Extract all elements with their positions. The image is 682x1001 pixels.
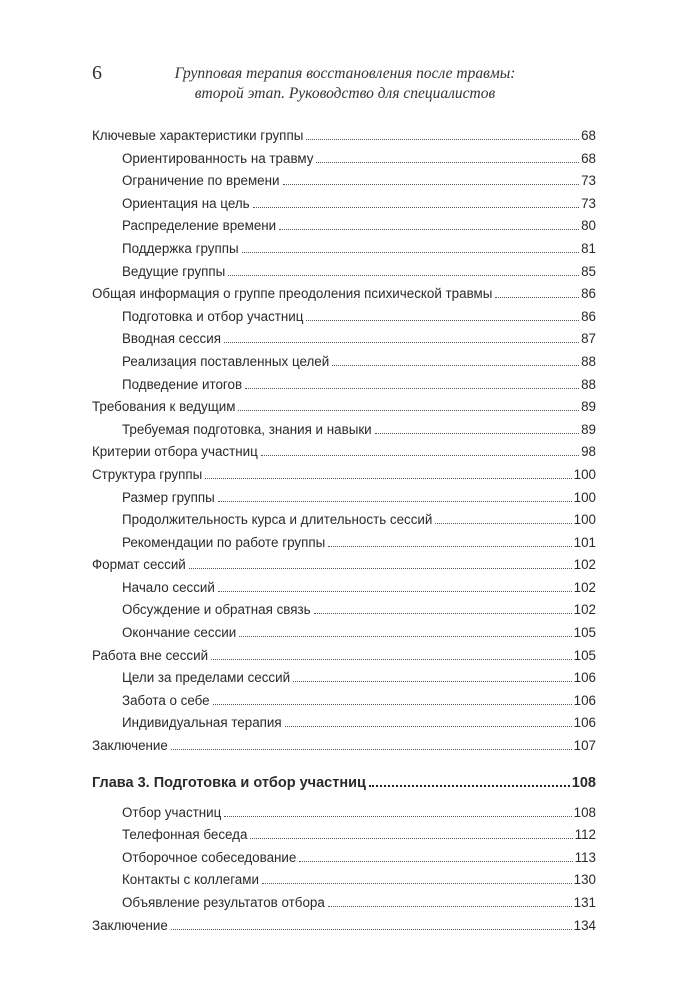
toc-entry-title: Обсуждение и обратная связь [122,602,311,618]
dot-leader [239,636,571,637]
toc-entry-title: Цели за пределами сессий [122,670,291,686]
toc-entry-title: Ключевые характеристики группы [92,128,304,143]
toc-entry-title: Заключение [92,917,168,933]
toc-entry-page: 89 [581,421,596,437]
dot-leader [306,320,579,321]
dot-leader [299,861,572,862]
toc-entry-title: Забота о себе [122,692,210,708]
toc-entry-page: 106 [573,670,596,686]
dot-leader [279,229,579,230]
toc-entry-title: Размер группы [122,489,215,505]
toc-entry-title: Телефонная беседа [122,827,248,843]
dot-leader [205,478,571,479]
toc-entry[interactable] [92,148,596,171]
dot-leader [250,838,572,839]
toc-entry-page: 86 [581,286,596,302]
dot-leader [228,275,579,276]
toc-entry[interactable] [92,419,596,442]
toc-entry-page: 102 [573,579,596,595]
toc-entry[interactable] [92,464,596,487]
dot-leader [285,726,572,727]
toc-entry-page: 105 [573,647,596,663]
dot-leader [171,749,572,750]
toc-entry-page: 98 [581,444,596,460]
toc-entry-page: 81 [581,240,596,256]
toc-entry-title: Распределение времени [122,218,277,234]
toc-entry[interactable] [92,261,596,284]
dot-leader [375,433,579,434]
toc-entry-title: Требуемая подготовка, знания и навыки [122,421,372,437]
toc-entry-title: Поддержка группы [122,240,239,256]
toc-entry-page: 100 [573,466,596,482]
page-number: 6 [92,62,102,84]
dot-leader [328,906,572,907]
toc-entry-page: 113 [574,849,596,865]
toc-entry[interactable] [92,554,596,577]
toc-entry[interactable] [92,125,596,148]
toc-entry-page: 108 [573,804,596,820]
toc-entry-page: 68 [581,128,596,143]
toc-entry-page: 106 [573,692,596,708]
toc-entry-page: 68 [581,150,596,166]
running-title-line-2: второй этап. Руководство для специалистов [194,85,496,102]
toc-entry-title: Подготовка и отбор участниц [122,308,304,324]
toc-entry[interactable] [92,892,596,915]
toc-entry-title: Индивидуальная терапия [122,715,282,731]
toc-entry[interactable] [92,215,596,238]
toc-entry-title: Структура группы [92,466,203,482]
toc-entry-title: Общая информация о группе преодоления психической травмы [92,286,493,302]
dot-leader [283,184,580,185]
dot-leader [224,816,571,817]
dot-leader [213,704,572,705]
toc-entry[interactable] [92,735,596,758]
toc-entry-page: 100 [573,512,596,528]
toc-chapter-entry[interactable] [92,770,596,796]
toc-entry[interactable] [92,328,596,351]
toc-entry-page: 80 [581,218,596,234]
dot-leader [245,388,579,389]
toc-entry[interactable] [92,170,596,193]
toc-entry-page: 73 [581,173,596,189]
toc-entry[interactable] [92,351,596,374]
toc-entry[interactable] [92,802,596,825]
toc-entry-page: 100 [573,489,596,505]
toc-entry-page: 101 [573,534,596,550]
dot-leader [211,659,572,660]
toc-entry-title: Объявление результатов отбора [122,895,325,910]
dot-leader [369,785,570,787]
toc-entry[interactable] [92,238,596,261]
toc-entry[interactable] [92,193,596,216]
toc-entry-title: Глава 3. Подготовка и отбор участниц [92,774,366,791]
running-title [140,64,550,104]
toc-entry-page: 107 [573,738,596,754]
toc-entry-page: 105 [573,625,596,641]
toc-entry-page: 86 [581,308,596,324]
toc-entry-title: Отборочное собеседование [122,849,297,865]
dot-leader [261,455,579,456]
toc-entry-title: Реализация поставленных целей [122,353,330,369]
toc-entry-title: Критерии отбора участниц [92,444,258,460]
dot-leader [495,297,579,298]
dot-leader [218,591,572,592]
toc-entry-page: 73 [581,195,596,211]
toc-entry[interactable] [92,824,596,847]
toc-entry-page: 89 [581,399,596,415]
toc-entry-title: Ориентация на цель [122,195,250,211]
toc-entry-page: 106 [573,715,596,731]
toc-entry[interactable] [92,667,596,690]
toc-entry-title: Начало сессий [122,579,215,595]
toc-entry[interactable] [92,532,596,555]
toc-entry[interactable] [92,577,596,600]
toc-entry-title: Продолжительность курса и длительность сессий [122,512,433,528]
dot-leader [242,252,580,253]
toc-entry-title: Ведущие группы [122,263,226,279]
toc-entry-page: 112 [574,827,596,843]
toc-entry[interactable] [92,847,596,870]
toc-entry-title: Заключение [92,738,168,754]
toc-entry-page: 130 [573,872,596,888]
toc-entry-title: Подведение итогов [122,376,243,392]
toc-entry[interactable] [92,599,596,622]
dot-leader [435,523,571,524]
toc-entry-page: 108 [571,774,596,791]
toc-entry-page: 134 [573,917,596,933]
toc-entry[interactable] [92,690,596,713]
toc-entry-title: Работа вне сессий [92,647,209,663]
toc-entry-title: Отбор участниц [122,804,222,820]
toc-entry-title: Ограничение по времени [122,173,280,189]
dot-leader [171,929,572,930]
dot-leader [224,342,579,343]
toc-entry[interactable] [92,487,596,510]
toc-entry[interactable] [92,712,596,735]
toc-entry-page: 102 [573,602,596,618]
toc-entry-title: Ориентированность на травму [122,150,314,166]
toc-entry[interactable] [92,396,596,419]
toc-entry[interactable] [92,645,596,668]
toc-entry-page: 87 [581,331,596,347]
toc-entry[interactable] [92,622,596,645]
toc-entry-title: Требования к ведущим [92,399,236,415]
dot-leader [316,162,579,163]
toc-entry-title: Вводная сессия [122,331,221,347]
dot-leader [253,207,579,208]
dot-leader [218,501,572,502]
toc-entry[interactable] [92,441,596,464]
toc-entry-title: Окончание сессии [122,625,237,641]
toc-entry-page: 88 [581,353,596,369]
dot-leader [306,139,579,140]
toc-entry-title: Формат сессий [92,557,186,573]
toc-entry-page: 88 [581,376,596,392]
toc-entry[interactable] [92,509,596,532]
toc-entry-title: Контакты с коллегами [122,872,259,888]
dot-leader [293,681,572,682]
toc-entry-page: 85 [581,263,596,279]
dot-leader [189,568,572,569]
dot-leader [328,546,571,547]
toc-entry-page: 102 [573,557,596,573]
table-of-contents [92,125,596,937]
toc-entry[interactable] [92,915,596,938]
toc-entry[interactable] [92,374,596,397]
dot-leader [262,883,572,884]
dot-leader [332,365,579,366]
toc-entry-page: 131 [573,895,596,910]
running-title-line-1: Групповая терапия восстановления после травмы: [174,65,516,82]
toc-entry[interactable] [92,283,596,306]
toc-entry[interactable] [92,869,596,892]
toc-entry[interactable] [92,306,596,329]
dot-leader [238,410,579,411]
dot-leader [314,613,572,614]
toc-entry-title: Рекомендации по работе группы [122,534,326,550]
